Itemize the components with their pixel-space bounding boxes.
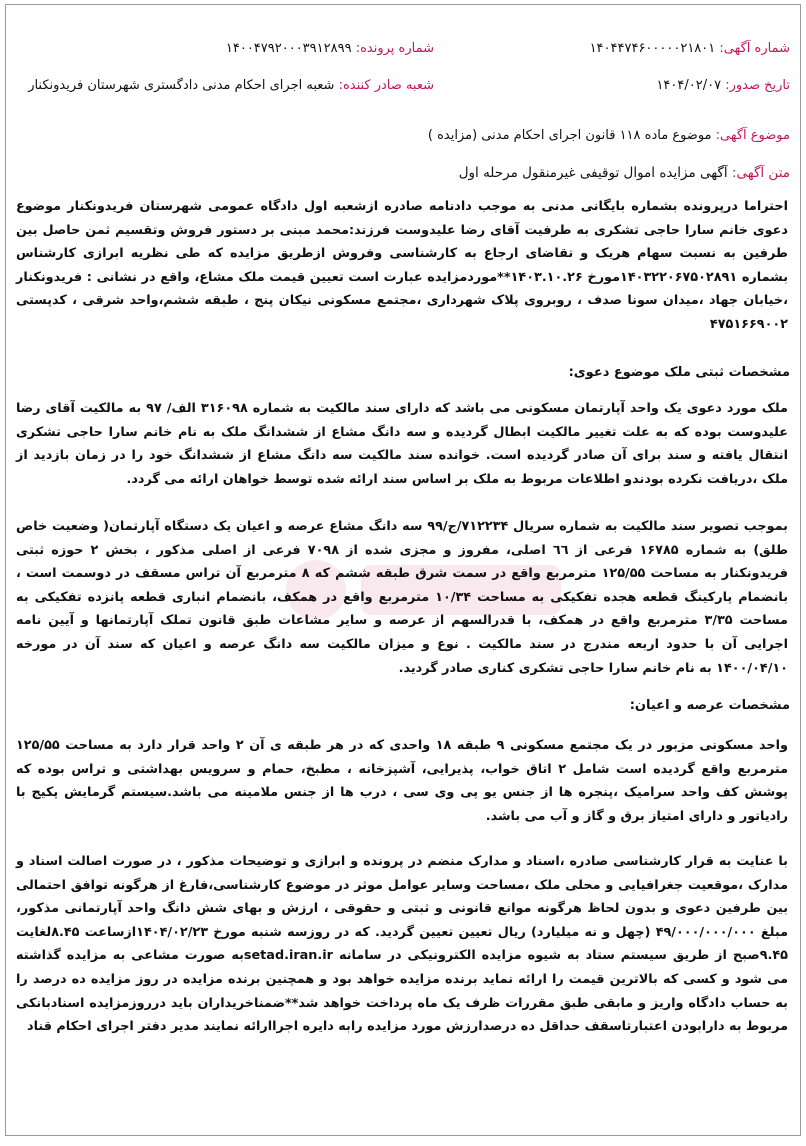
issuer-value: شعبه اجرای احکام مدنی دادگستری شهرستان فریدونکنار xyxy=(28,78,335,93)
registration-heading: مشخصات ثبتی ملک موضوع دعوی: xyxy=(568,365,790,380)
ad-number-value: ۱۴۰۴۴۷۴۶۰۰۰۰۰۲۱۸۰۱ xyxy=(589,41,716,56)
body-paragraph-deed: بموجب تصویر سند مالکیت به شماره سریال ۷۱۲۲۳۴/ج/۹۹ سه دانگ مشاع عرصه و اعیان یک دستگاه آپارتمان( وضعیت خاص طلق) به شماره ۱۶۷۸۵ فرعی از ٦٦ اصلی، مفروز و مجزی شده از ۷۰۹۸ فرعی از اصلی مذکور ، بخش ۲ حوزه ثبتی فریدونکنار به مساحت ۱۲۵/۵۵ مترمربع واقع در سمت شرق طبقه ششم که ۸ مترمربع آن تراس مسقف در دوسمت است ، بانضمام پارکینگ قطعه هجده تفکیکی به مساحت ۱۰/۳۴ مترمربع واقع در همکف، بانضمام انباری قطعه پانزده تفکیکی به مساحت ۳/۳۵ مترمربع واقع در همکف، با قدرالسهم از عرصه و سایر مشاعات طبق قانون تملک آپارتمانها و آیین نامه اجرایی آن با حدود اربعه مندرج در سند مالکیت . نوع و میزان مالکیت سه دانگ عرصه و اعیان که سند آن در مورخه ۱۴۰۰/۰۴/۱۰ به نام خانم سارا حاجی تشکری کناری صادر گردید. xyxy=(16,519,788,676)
issuer-label: شعبه صادر کننده: xyxy=(338,78,434,93)
issue-date-row xyxy=(656,78,790,93)
ad-text-label: متن آگهی: xyxy=(731,165,790,181)
body-paragraph-property: واحد مسکونی مزبور در یک مجتمع مسکونی ۹ طبقه ۱۸ واحدی که در هر طبقه ی آن ۲ واحد قرار دارد به مساحت ۱۲۵/۵۵ مترمربع واقع گردیده است شامل ۲ اتاق خواب، پذیرایی، آشپزخانه ، مطبخ، حمام و سرویس بهداشتی و تراس بوده که پوشش کف واحد سرامیک ،پنجره ها از جنس یو پی وی سی ، درب ها از جنس ملامینه می باشد.سیستم گرمایش پکیج با رادیاتور و دارای امتیاز برق و گاز و آب می باشد. xyxy=(16,738,788,824)
issue-date-value: ۱۴۰۴/۰۲/۰۷ xyxy=(656,78,722,93)
subject-row xyxy=(428,128,790,143)
ad-number-row xyxy=(590,41,790,56)
case-number-row xyxy=(226,41,434,56)
ad-text-row xyxy=(459,165,790,181)
property-heading: مشخصات عرصه و اعیان: xyxy=(629,698,790,713)
subject-value: موضوع ماده ۱۱۸ قانون اجرای احکام مدنی (مزایده ) xyxy=(427,128,712,143)
body-paragraph-auction: با عنایت به قرار کارشناسی صادره ،اسناد و مدارک منضم در پرونده و ابرازی و توضیحات مذکور ، در صورت اصالت اسناد و مدارک ،موقعیت جغرافیایی و محلی ملک ،مساحت وسایر عوامل موثر در موضوع کارشناسی،فارغ از هرگونه توافق احتمالی بین طرفین دعوی و بدون لحاظ هرگونه موانع قانونی و ثبتی و حقوقی ، ارزش و بهای شش دانگ واحد آپارتمانی مذکور، مبلغ ۴۹/۰۰۰/۰۰۰/۰۰۰ (چهل و نه میلیارد) ریال تعیین تعیین گردید. که در روزسه شنبه مورخ ۱۴۰۴/۰۲/۲۳ازساعت ۸.۴۵لغایت ۹.۴۵صبح از طریق سیستم ستاد به شیوه مزایده الکترونیکی در سامانه setad.iran.irبه صورت مشاعی به مزایده گذاشته می شود و کسی که بالاترین قیمت را ارائه نماید برنده مزایده خواهد بود و همچنین برنده مزایده در روز مزایده ده درصد را به حساب دادگاه واریز و مابقی طبق مقررات ظرف یک ماه پرداخت خواهد شد**ضمناخریداران باید درروزمزایده اسنادبانکی مربوط به دارابودن اعتبارتاسقف حداقل ده درصدارزش مورد مزایده رابه دایره اجراارائه نمایند مدیر دفتر اجرای احکام قناد xyxy=(16,854,788,1035)
subject-label: موضوع آگهی: xyxy=(715,128,790,143)
case-number-value: ۱۴۰۰۴۷۹۲۰۰۰۳۹۱۲۸۹۹ xyxy=(225,41,352,56)
issue-date-label: تاریخ صدور: xyxy=(725,78,790,93)
issuer-row xyxy=(28,78,434,93)
ad-number-label: شماره آگهی: xyxy=(719,41,790,56)
announcement-page xyxy=(5,4,801,1136)
body-paragraph-registration: ملک مورد دعوی یک واحد آپارتمان مسکونی می باشد که دارای سند مالکیت به شماره ۳۱۶۰۹۸ الف/ ۹۷ به مالکیت آقای رضا علیدوست بوده که به علت تغییر مالکیت ابطال گردیده و سه دانگ مشاع از ششدانگ ملک به نام خانم سارا حاجی تشکری انتقال یافته و سند برای آن صادر گردیده است. خوانده سند مالکیت سه دانگ مشاع از ششدانگ خود را در زمان بازدید از ملک ،دریافت نکرده بودندو اطلاعات مربوط به ملک بر اساس سند ارائه شده توسط خواهان ارائه می گردد. xyxy=(16,401,788,487)
body-paragraph-intro: احتراما درپرونده بشماره بایگانی مدنی به موجب دادنامه صادره ازشعبه اول دادگاه عمومی شهرستان فریدونکنار موضوع دعوی خانم سارا حاجی تشکری به طرفیت آقای رضا علیدوست فرزند:محمد مبنی بر دستور فروش وتقسیم ثمن حاصل بین طرفین به نسبت سهام هریک و تقاضای ارجاع به کارشناسی وفروش ازطریق مزایده که طی نظریه ابرازی کارشناس بشماره ۱۴۰۳۲۲۰۶۷۵۰۲۸۹۱مورخ ۱۴۰۳.۱۰.۲۶**موردمزایده عبارت است تعیین قیمت ملک مشاع، واقع در نشانی : فریدونکنار ،خیابان جهاد ،میدان سونا صدف ، روبروی پلاک شهرداری ،مجتمع مسکونی نیکان پنج ، طبقه ششم،واحد شرقی ، کدپستی ۴۷۵۱۶۶۹۰۰۲ xyxy=(16,199,788,332)
case-number-label: شماره پرونده: xyxy=(355,41,434,56)
ad-text-value: آگهی مزایده اموال توقیفی غیرمنقول مرحله اول xyxy=(458,165,728,181)
